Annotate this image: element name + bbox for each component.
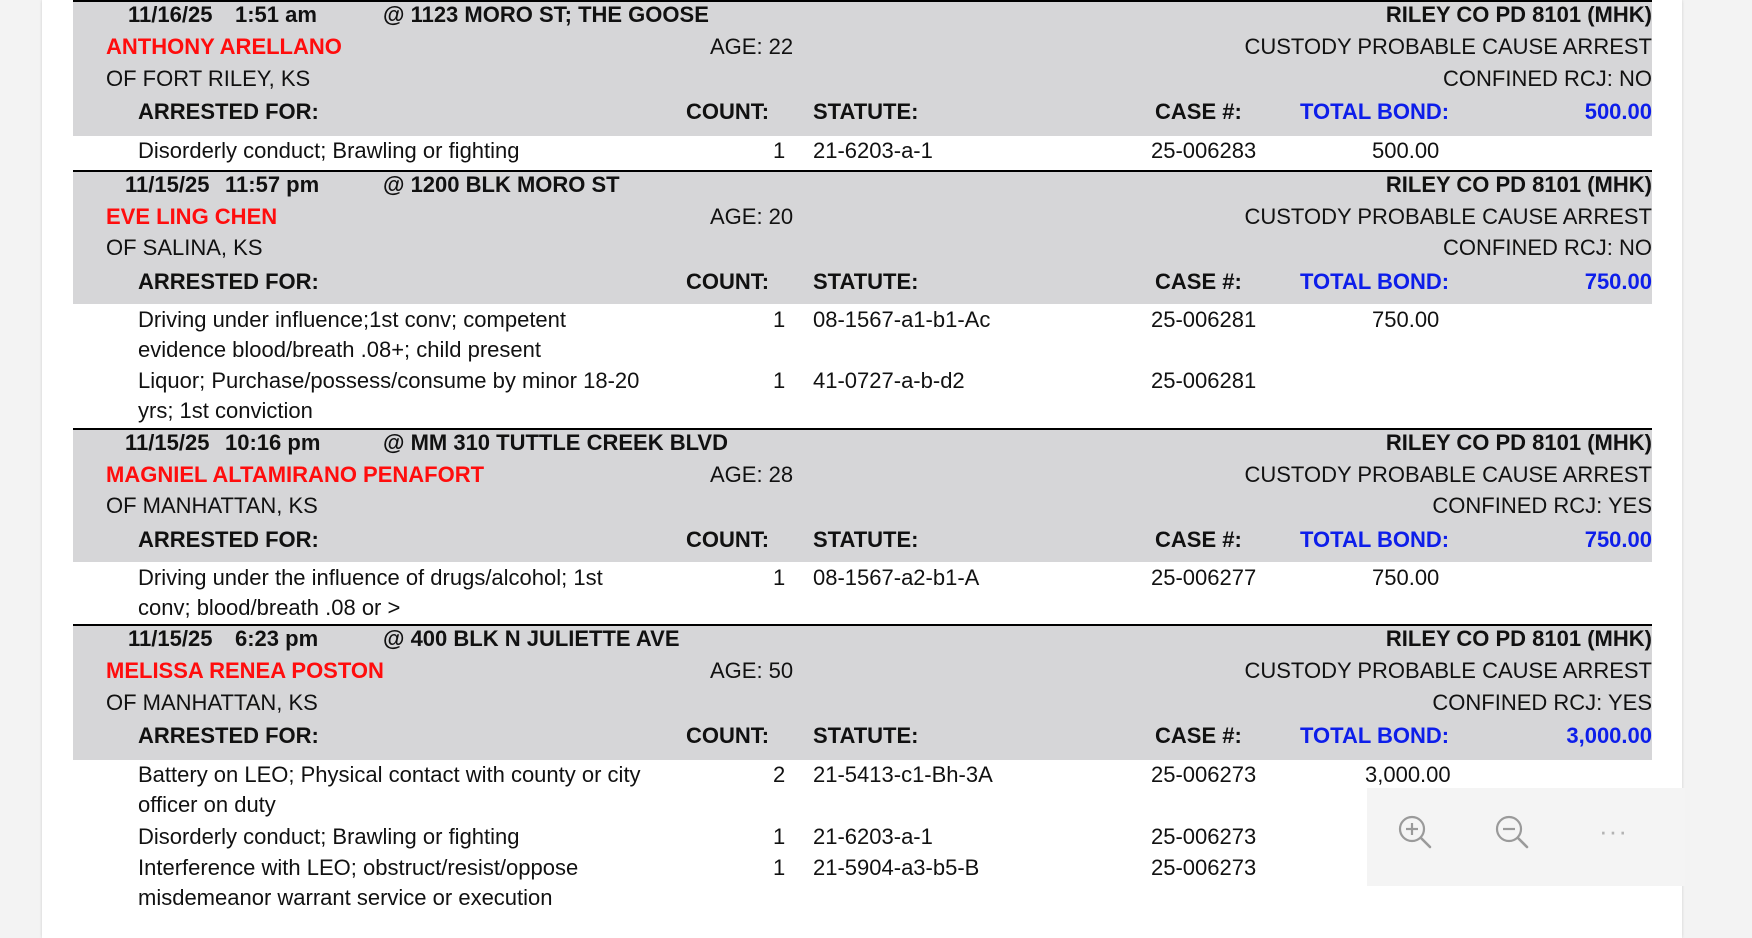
arrestee-name: ANTHONY ARELLANO bbox=[106, 34, 342, 59]
charge-description: Interference with LEO; obstruct/resist/oppose misdemeanor warrant service or execution bbox=[138, 855, 579, 910]
total-bond-value: 750.00 bbox=[1584, 269, 1652, 294]
charge-case: 25-006281 bbox=[1151, 368, 1257, 393]
arrestee-origin: OF FORT RILEY, KS bbox=[106, 66, 311, 91]
charge-description: Liquor; Purchase/possess/consume by minor 18-20 yrs; 1st conviction bbox=[138, 368, 640, 423]
charge-count: 1 bbox=[773, 138, 786, 163]
arrested-for-header: ARRESTED FOR: bbox=[138, 527, 319, 552]
arrestee-age: AGE: 22 bbox=[710, 34, 794, 59]
zoom-toolbar bbox=[1367, 788, 1685, 886]
charge-case: 25-006273 bbox=[1151, 762, 1257, 787]
charge-statute: 21-5413-c1-Bh-3A bbox=[813, 762, 993, 787]
arrestee-origin: OF MANHATTAN, KS bbox=[106, 690, 318, 715]
arrestee-age: AGE: 28 bbox=[710, 462, 794, 487]
charge-description: Driving under the influence of drugs/alcohol; 1st conv; blood/breath .08 or > bbox=[138, 565, 603, 620]
arrest-time: 1:51 am bbox=[235, 2, 317, 27]
charge-count: 1 bbox=[773, 855, 786, 880]
zoom-in-icon bbox=[1395, 812, 1435, 852]
confined-status: CONFINED RCJ: NO bbox=[1443, 66, 1652, 91]
total-bond-value: 750.00 bbox=[1584, 527, 1652, 552]
case-header: CASE #: bbox=[1155, 269, 1242, 294]
arrest-type: CUSTODY PROBABLE CAUSE ARREST bbox=[1244, 204, 1652, 229]
statute-header: STATUTE: bbox=[813, 723, 919, 748]
charge-statute: 41-0727-a-b-d2 bbox=[813, 368, 965, 393]
count-header: COUNT: bbox=[686, 723, 770, 748]
arrest-location: @ 400 BLK N JULIETTE AVE bbox=[383, 626, 680, 651]
charge-description: Battery on LEO; Physical contact with county or city officer on duty bbox=[138, 762, 641, 817]
charge-count: 2 bbox=[773, 762, 786, 787]
more-options-button[interactable]: ··· bbox=[1599, 816, 1628, 846]
charge-statute: 21-6203-a-1 bbox=[813, 824, 933, 849]
agency: RILEY CO PD 8101 (MHK) bbox=[1385, 2, 1652, 27]
arrest-location: @ 1200 BLK MORO ST bbox=[383, 172, 620, 197]
arrest-date: 11/15/25 bbox=[125, 172, 210, 197]
total-bond-value: 3,000.00 bbox=[1566, 723, 1652, 748]
total-bond-value: 500.00 bbox=[1584, 99, 1652, 124]
arrestee-name: MAGNIEL ALTAMIRANO PENAFORT bbox=[106, 462, 485, 487]
count-header: COUNT: bbox=[686, 99, 770, 124]
arrested-for-header: ARRESTED FOR: bbox=[138, 269, 319, 294]
confined-status: CONFINED RCJ: YES bbox=[1432, 493, 1652, 518]
charge-case: 25-006273 bbox=[1151, 824, 1257, 849]
charge-description: Disorderly conduct; Brawling or fighting bbox=[138, 824, 520, 849]
count-header: COUNT: bbox=[686, 527, 770, 552]
charge-statute: 08-1567-a1-b1-Ac bbox=[813, 307, 991, 332]
zoom-out-button[interactable] bbox=[1492, 812, 1532, 852]
charge-statute: 21-5904-a3-b5-B bbox=[813, 855, 980, 880]
arrestee-age: AGE: 50 bbox=[710, 658, 794, 683]
statute-header: STATUTE: bbox=[813, 99, 919, 124]
zoom-out-icon bbox=[1492, 812, 1532, 852]
charge-case: 25-006277 bbox=[1151, 565, 1257, 590]
arrestee-origin: OF SALINA, KS bbox=[106, 235, 263, 260]
charge-bond: 750.00 bbox=[1372, 565, 1440, 590]
charge-case: 25-006283 bbox=[1151, 138, 1257, 163]
arrest-date: 11/15/25 bbox=[128, 626, 213, 651]
arrest-location: @ MM 310 TUTTLE CREEK BLVD bbox=[383, 430, 728, 455]
case-header: CASE #: bbox=[1155, 99, 1242, 124]
charge-count: 1 bbox=[773, 368, 786, 393]
zoom-in-button[interactable] bbox=[1395, 812, 1435, 852]
charge-case: 25-006281 bbox=[1151, 307, 1257, 332]
count-header: COUNT: bbox=[686, 269, 770, 294]
charge-case: 25-006273 bbox=[1151, 855, 1257, 880]
case-header: CASE #: bbox=[1155, 527, 1242, 552]
arrest-record bbox=[73, 170, 1652, 428]
agency: RILEY CO PD 8101 (MHK) bbox=[1385, 430, 1652, 455]
statute-header: STATUTE: bbox=[813, 269, 919, 294]
agency: RILEY CO PD 8101 (MHK) bbox=[1385, 172, 1652, 197]
arrestee-age: AGE: 20 bbox=[710, 204, 794, 229]
arrest-date: 11/15/25 bbox=[125, 430, 210, 455]
arrestee-origin: OF MANHATTAN, KS bbox=[106, 493, 318, 518]
charge-count: 1 bbox=[773, 565, 786, 590]
arrest-record bbox=[73, 0, 1652, 170]
arrested-for-header: ARRESTED FOR: bbox=[138, 99, 319, 124]
arrest-type: CUSTODY PROBABLE CAUSE ARREST bbox=[1244, 34, 1652, 59]
arrest-time: 6:23 pm bbox=[235, 626, 319, 651]
charge-bond: 3,000.00 bbox=[1365, 762, 1451, 787]
charge-bond: 750.00 bbox=[1372, 307, 1440, 332]
total-bond-header: TOTAL BOND: bbox=[1300, 269, 1450, 294]
arrested-for-header: ARRESTED FOR: bbox=[138, 723, 319, 748]
total-bond-header: TOTAL BOND: bbox=[1300, 99, 1450, 124]
arrest-location: @ 1123 MORO ST; THE GOOSE bbox=[383, 2, 709, 27]
charge-bond: 500.00 bbox=[1372, 138, 1440, 163]
arrestee-name: EVE LING CHEN bbox=[106, 204, 278, 229]
arrest-date: 11/16/25 bbox=[128, 2, 213, 27]
agency: RILEY CO PD 8101 (MHK) bbox=[1385, 626, 1652, 651]
charge-count: 1 bbox=[773, 824, 786, 849]
confined-status: CONFINED RCJ: YES bbox=[1432, 690, 1652, 715]
total-bond-header: TOTAL BOND: bbox=[1300, 723, 1450, 748]
statute-header: STATUTE: bbox=[813, 527, 919, 552]
total-bond-header: TOTAL BOND: bbox=[1300, 527, 1450, 552]
charge-description: Driving under influence;1st conv; competent evidence blood/breath .08+; child present bbox=[138, 307, 567, 362]
confined-status: CONFINED RCJ: NO bbox=[1443, 235, 1652, 260]
charge-description: Disorderly conduct; Brawling or fighting bbox=[138, 138, 520, 163]
arrest-record bbox=[73, 428, 1652, 624]
charge-statute: 08-1567-a2-b1-A bbox=[813, 565, 980, 590]
case-header: CASE #: bbox=[1155, 723, 1242, 748]
charge-count: 1 bbox=[773, 307, 786, 332]
arrest-type: CUSTODY PROBABLE CAUSE ARREST bbox=[1244, 658, 1652, 683]
charge-statute: 21-6203-a-1 bbox=[813, 138, 933, 163]
arrest-time: 11:57 pm bbox=[225, 172, 320, 197]
arrest-type: CUSTODY PROBABLE CAUSE ARREST bbox=[1244, 462, 1652, 487]
arrestee-name: MELISSA RENEA POSTON bbox=[106, 658, 384, 683]
arrest-time: 10:16 pm bbox=[225, 430, 321, 455]
